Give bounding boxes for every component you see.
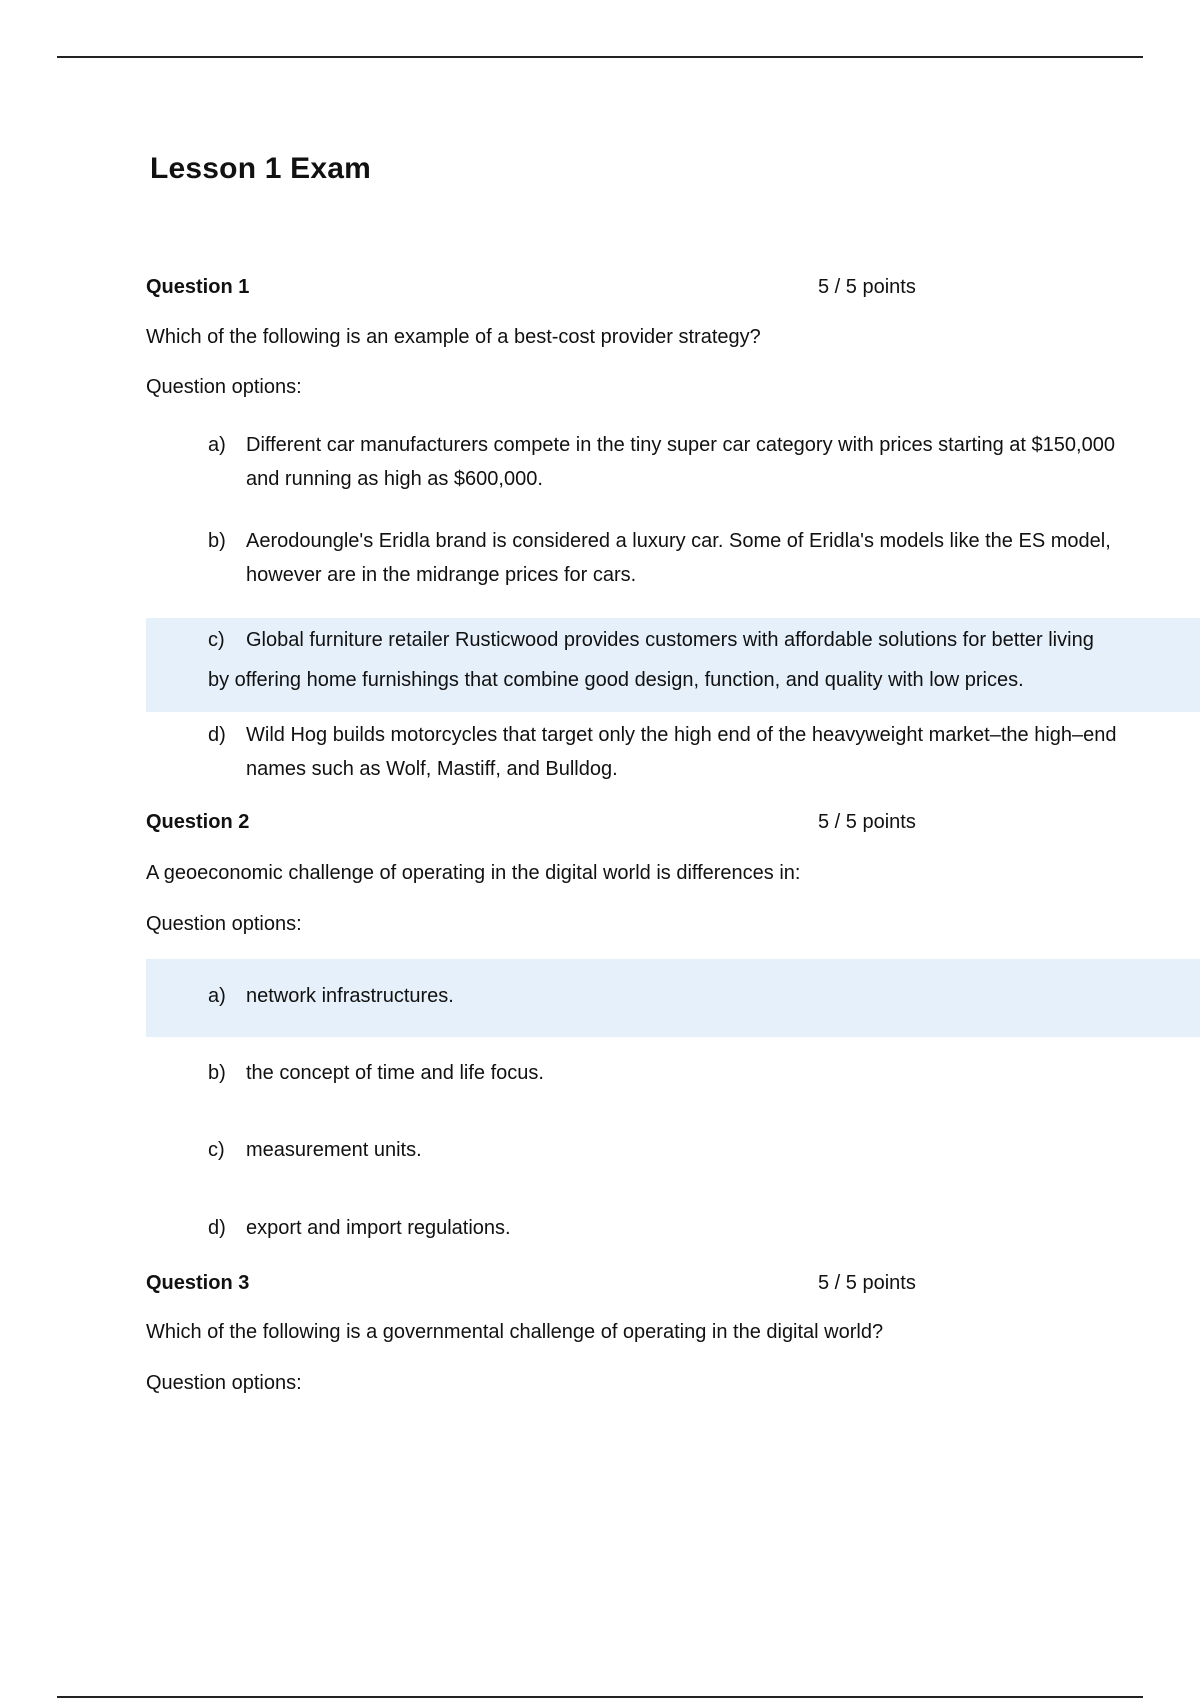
top-rule	[57, 56, 1143, 58]
question-heading: Question 2	[146, 811, 250, 833]
option-a[interactable]	[208, 979, 454, 1013]
option-c[interactable]	[208, 1133, 422, 1167]
option-d[interactable]	[208, 718, 1117, 786]
option-letter: c)	[208, 1139, 225, 1161]
option-text: network infrastructures.	[246, 985, 454, 1007]
option-text: export and import regulations.	[246, 1217, 511, 1239]
option-letter: d)	[208, 1217, 226, 1239]
question-heading: Question 1	[146, 276, 250, 298]
option-text-continued: by offering home furnishings that combine good design, function, and quality with low prices.	[208, 669, 1024, 691]
question-options-label: Question options:	[146, 1372, 302, 1394]
bottom-rule	[57, 1696, 1143, 1698]
option-text: the concept of time and life focus.	[246, 1062, 544, 1084]
option-text: measurement units.	[246, 1139, 422, 1161]
option-letter: a)	[208, 985, 226, 1007]
question-text: Which of the following is a governmental challenge of operating in the digital world?	[146, 1321, 884, 1343]
option-c[interactable]	[208, 620, 1094, 700]
option-text: Aerodoungle's Eridla brand is considered a luxury car. Some of Eridla's models like the ES model,	[246, 530, 1111, 552]
question-text: A geoeconomic challenge of operating in the digital world is differences in:	[146, 862, 801, 884]
option-d[interactable]	[208, 1211, 511, 1245]
question-options-label: Question options:	[146, 376, 302, 398]
question-points: 5 / 5 points	[818, 276, 916, 298]
option-b[interactable]	[208, 1056, 544, 1090]
option-text: Different car manufacturers compete in the tiny super car category with prices starting at $150,000	[246, 434, 1115, 456]
question-options-label: Question options:	[146, 913, 302, 935]
option-a[interactable]	[208, 428, 1115, 496]
option-text-continued: and running as high as $600,000.	[246, 468, 543, 490]
option-text-continued: names such as Wolf, Mastiff, and Bulldog.	[246, 758, 618, 780]
question-heading: Question 3	[146, 1272, 250, 1294]
option-text: Wild Hog builds motorcycles that target only the high end of the heavyweight market–the high–end	[246, 724, 1117, 746]
option-letter: a)	[208, 434, 226, 456]
option-b[interactable]	[208, 524, 1111, 592]
question-points: 5 / 5 points	[818, 1272, 916, 1294]
option-letter: d)	[208, 724, 226, 746]
option-letter: c)	[208, 629, 225, 651]
option-text-continued: however are in the midrange prices for cars.	[246, 564, 637, 586]
option-text: Global furniture retailer Rusticwood provides customers with affordable solutions for better living	[246, 629, 1094, 651]
option-letter: b)	[208, 1062, 226, 1084]
question-points: 5 / 5 points	[818, 811, 916, 833]
option-letter: b)	[208, 530, 226, 552]
exam-title: Lesson 1 Exam	[150, 152, 372, 185]
question-text: Which of the following is an example of a best-cost provider strategy?	[146, 326, 761, 348]
